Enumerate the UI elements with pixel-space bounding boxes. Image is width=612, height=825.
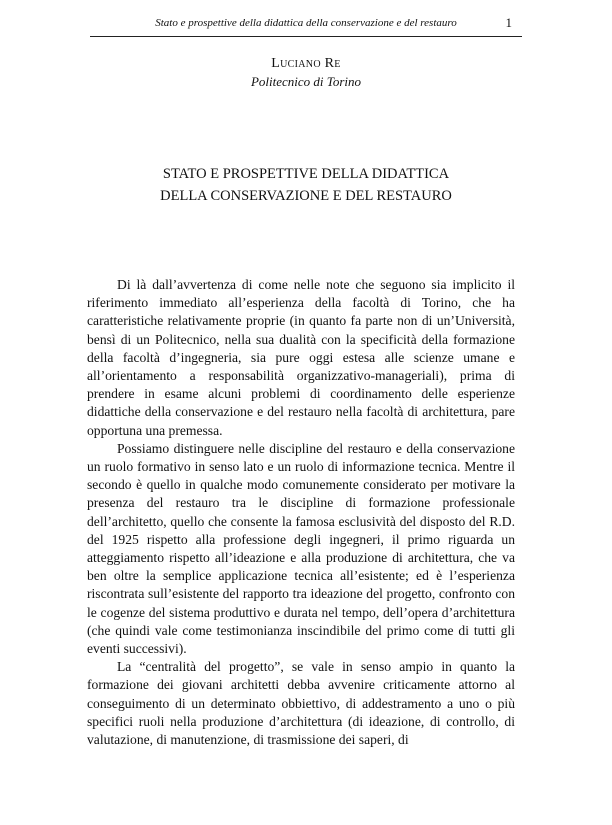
running-title: Stato e prospettive della didattica della conservazione e del restauro: [155, 17, 457, 29]
paper-title-line: STATO E PROSPETTIVE DELLA DIDATTICA: [162, 166, 450, 182]
paragraph: La “centralità del progetto”, se vale in senso ampio in quanto la formazione dei giovani architetti debba avvenire criticamente attorno al conseguimento di un determinato obbiettivo, di addestramento a uno o più specifici ruoli nella produzione d’architettura (di ideazione, di controllo, di valutazione, di manutenzione, di trasmissione dei saperi, di: [87, 659, 515, 748]
author-name: Luciano Re: [271, 56, 341, 71]
paragraph: Possiamo distinguere nelle discipline del restauro e della conservazione un ruolo formativo in senso lato e un ruolo di informazione tecnica. Mentre il secondo è quello in qualche modo comunemente considerato per motivare la presenza del restauro tra le discipline di formazione professionale dell’architetto, quello che consente la famosa esclusività del disposto del R.D. del 1925 rispetto alla professione degli ingegneri, il primo riguarda un atteggiamento rispetto all’ideazione e alla produzione di architettura, che va ben oltre la semplice applicazione tecnica all’esistente; ed è l’esperienza riscontrata sull’esistente del rapporto tra ideazione del progetto, confronto con le cogenze del sistema produttivo e durata nel tempo, dell’opera d’architettura (che quindi vale come testimonianza inscindibile del primo come di tutti gli eventi successivi).: [87, 440, 515, 657]
paragraph: Di là dall’avvertenza di come nelle note che seguono sia implicito il riferimento immediato all’esperienza della facoltà di Torino, che ha caratteristiche relativamente proprie (in quanto fa parte non di un’Università, bensì di un Politecnico, nella sua dualità con la specificità della formazione della facoltà d’ingegneria, sia pure oggi estesa alle scienze umane e all’orientamento a responsabilità organizzativo-manageriali), prima di prendere in esame alcuni problemi di coordinamento delle esperienze didattiche della conservazione e del restauro nella facoltà di architettura, pare opportuna una premessa.: [87, 277, 515, 438]
author-affiliation: Politecnico di Torino: [250, 74, 362, 89]
paper-title-line: DELLA CONSERVAZIONE E DEL RESTAURO: [160, 188, 452, 204]
page-number: 1: [505, 15, 512, 30]
body-text: [87, 276, 515, 749]
running-header: [90, 14, 522, 37]
paper-title: [90, 163, 522, 207]
